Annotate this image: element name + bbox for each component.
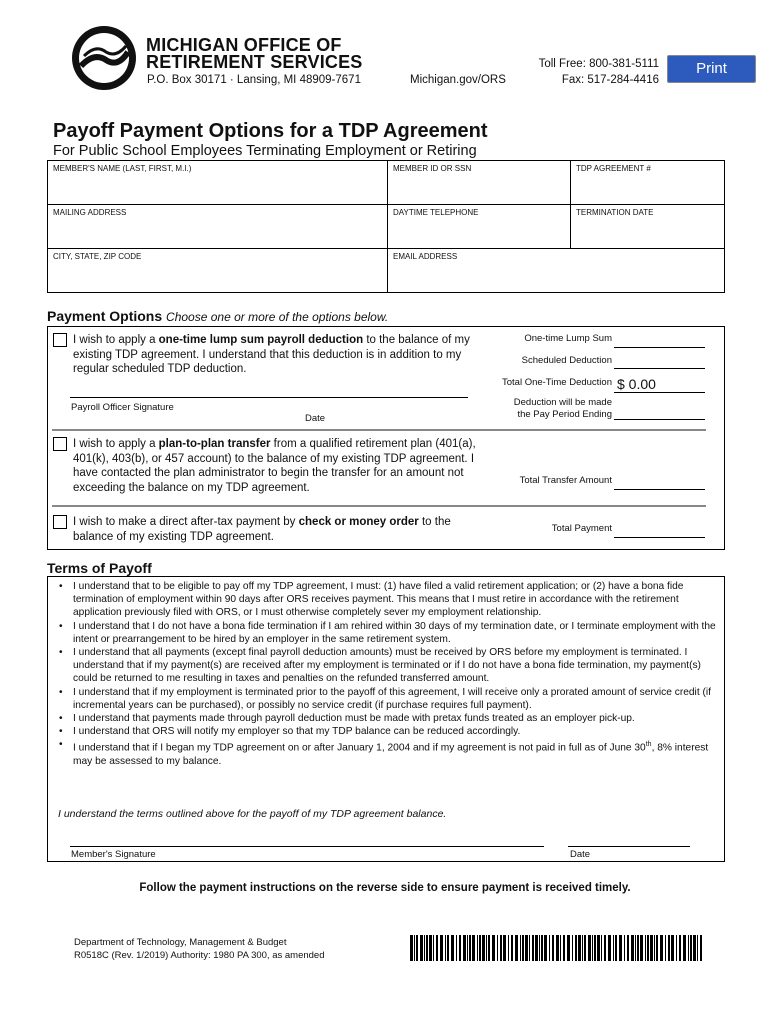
member-date-line[interactable] <box>568 846 690 847</box>
ors-logo-icon <box>72 26 136 90</box>
payment-options-instruction: Choose one or more of the options below. <box>166 310 389 324</box>
termination-date-field[interactable]: TERMINATION DATE <box>571 205 725 249</box>
payroll-date-label: Date <box>305 413 326 424</box>
barcode-image <box>410 935 704 961</box>
barcode <box>410 935 704 961</box>
pay-period-ending-input[interactable] <box>614 419 705 420</box>
plan-transfer-checkbox[interactable] <box>53 437 67 451</box>
lump-sum-checkbox[interactable] <box>53 333 67 347</box>
daytime-phone-field[interactable]: DAYTIME TELEPHONE <box>388 205 571 249</box>
direct-payment-text: I wish to make a direct after-tax payment by check or money order to the balance of my existing TDP agreement. <box>73 516 451 543</box>
org-name-line1: MICHIGAN OFFICE OF <box>146 35 342 55</box>
payroll-signature-line[interactable] <box>70 397 468 398</box>
member-id-field[interactable]: MEMBER ID OR SSN <box>388 161 571 205</box>
option-separator-2 <box>52 505 706 507</box>
terms-item: • I understand that payments made through payroll deduction must be made with pretax funds treated as an employer pick-up. <box>58 712 722 725</box>
scheduled-deduction-input[interactable] <box>614 368 705 369</box>
member-name-field[interactable]: MEMBER'S NAME (LAST, FIRST, M.I.) <box>48 161 388 205</box>
member-signature-label: Member's Signature <box>71 849 156 860</box>
ors-logo <box>72 26 136 90</box>
terms-item: • I understand that ORS will notify my employer so that my TDP balance can be reduced accordingly. <box>58 725 722 738</box>
total-payment-label: Total Payment <box>551 523 612 534</box>
total-deduction-value: $ 0.00 <box>617 376 656 392</box>
email-field[interactable]: EMAIL ADDRESS <box>388 249 725 293</box>
mailing-address-text: P.O. Box 30171 · Lansing, MI 48909-7671 <box>147 74 361 86</box>
terms-item: • I understand that I do not have a bona fide termination if I am rehired within 30 days of my termination date, or I terminate employment with the intent or prearrangement to be hired by an employer in the same retirement system. <box>58 620 722 646</box>
member-signature-line[interactable] <box>70 846 544 847</box>
terms-list <box>58 580 722 768</box>
total-payment-input[interactable] <box>614 537 705 538</box>
scheduled-deduction-label: Scheduled Deduction <box>521 355 612 366</box>
total-deduction-label: Total One-Time Deduction <box>501 377 612 388</box>
terms-heading: Terms of Payoff <box>47 560 152 576</box>
transfer-amount-input[interactable] <box>614 489 705 490</box>
direct-payment-checkbox[interactable] <box>53 515 67 529</box>
lump-sum-amount-input[interactable] <box>614 347 705 348</box>
option-separator-1 <box>52 429 706 431</box>
total-deduction-input[interactable] <box>614 392 705 393</box>
fax-text: Fax: 517-284-4416 <box>561 74 659 86</box>
form-title: Payoff Payment Options for a TDP Agreement <box>53 120 488 142</box>
print-button[interactable]: Print <box>667 55 756 83</box>
payment-options-heading: Payment Options Choose one or more of the options below. <box>47 308 389 324</box>
payroll-officer-signature-label: Payroll Officer Signature <box>71 402 174 413</box>
deduction-made-label-1: Deduction will be made <box>513 397 612 408</box>
deduction-made-label-2: the Pay Period Ending <box>517 409 612 420</box>
plan-transfer-text: I wish to apply a plan-to-plan transfer from a qualified retirement plan (401(a), 401(k), 403(b), or 457 account) to the balance of my existing TDP agreement. I have contacted the plan administrator to begin the transfer for an amount not exceeding the balance on my TDP agreement. <box>73 438 476 494</box>
payment-instruction-note: Follow the payment instructions on the reverse side to ensure payment is received timely. <box>139 882 631 894</box>
mailing-address-field[interactable]: MAILING ADDRESS <box>48 205 388 249</box>
lump-sum-text: I wish to apply a one-time lump sum payroll deduction to the balance of my existing TDP agreement. I understand that this deduction is in addition to my regular scheduled TDP deduction. <box>73 334 470 375</box>
city-state-zip-field[interactable]: CITY, STATE, ZIP CODE <box>48 249 388 293</box>
lump-sum-amount-label: One-time Lump Sum <box>524 333 612 344</box>
terms-item: • I understand that to be eligible to pay off my TDP agreement, I must: (1) have filed a valid retirement application; or (2) have a bona fide termination of employment within 90 days after ORS receives payment. This means that I must retire in accordance with the retirement application previously filed with ORS, or I must otherwise completely sever my employment relationship. <box>58 580 722 620</box>
form-id-text: R0518C (Rev. 1/2019) Authority: 1980 PA 300, as amended <box>74 950 325 961</box>
terms-acknowledgement: I understand the terms outlined above for the payoff of my TDP agreement balance. <box>58 808 447 820</box>
transfer-amount-label: Total Transfer Amount <box>519 475 612 486</box>
terms-item: • I understand that if my employment is terminated prior to the payoff of this agreement, I will receive only a prorated amount of service credit (if incremental years can be purchased), or possibly no service credit (if purchase requires full payment). <box>58 686 722 712</box>
org-name-line2: RETIREMENT SERVICES <box>146 52 363 72</box>
member-date-label: Date <box>570 849 591 860</box>
tdp-agreement-field[interactable]: TDP AGREEMENT # <box>571 161 725 205</box>
terms-item-interest: • I understand that if I began my TDP agreement on or after January 1, 2004 and if my agreement is not paid in full as of June 30th, 8% interest may be assessed to my balance. <box>58 738 722 768</box>
website-text: Michigan.gov/ORS <box>410 74 506 86</box>
toll-free-text: Toll Free: 800-381-5111 <box>538 58 659 70</box>
member-info-table <box>47 160 725 293</box>
terms-item: • I understand that all payments (except final payroll deduction amounts) must be received by ORS before my employment is terminated. I understand that if my payment(s) are received after my employment is terminated or if I do not have a bona fide termination, my payment(s) could be returned to me resulting in taxes and penalties on the refunded transferred amount. <box>58 646 722 686</box>
form-subtitle: For Public School Employees Terminating Employment or Retiring <box>53 143 477 159</box>
department-text: Department of Technology, Management & Budget <box>74 937 287 948</box>
